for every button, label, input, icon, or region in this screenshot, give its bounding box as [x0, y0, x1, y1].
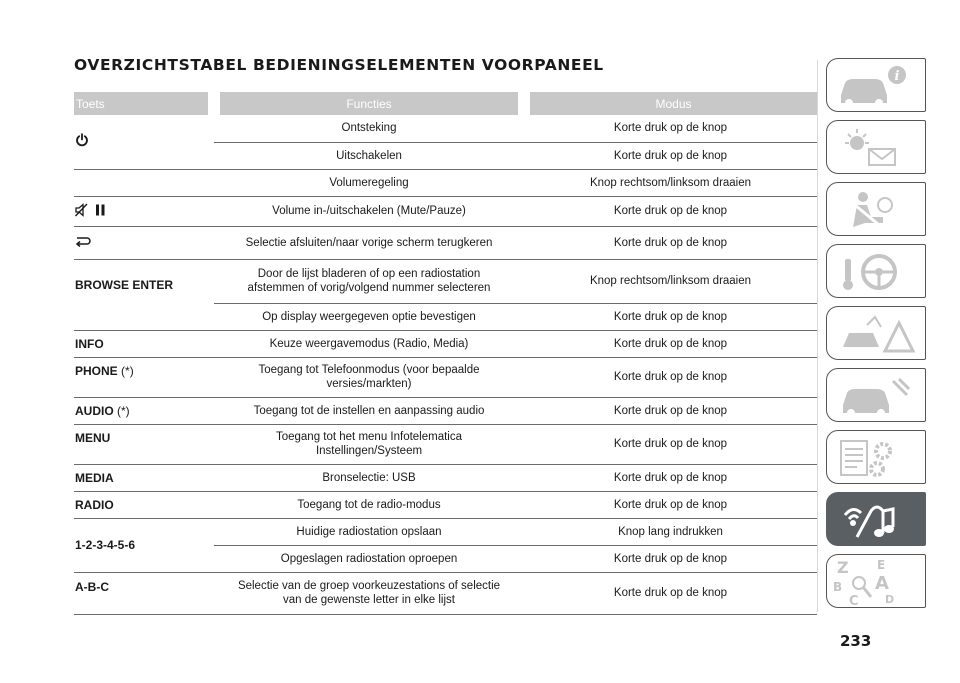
function-line-2: afstemmen of vorig/volgend nummer selecteren — [247, 282, 491, 294]
function-cell: Toegang tot de radio-modus — [214, 491, 524, 518]
table-row — [74, 424, 817, 464]
function-line-1: Toegang tot het menu Infotelematica — [275, 431, 463, 443]
key-back — [74, 226, 214, 259]
function-line-1: Door de lijst bladeren of op een radiostation — [257, 268, 481, 280]
table-row — [74, 464, 817, 491]
specs-gear-icon — [827, 431, 927, 485]
key-label: MENU — [75, 431, 111, 445]
function-cell: Volumeregeling — [214, 169, 524, 196]
controls-table-wrap — [74, 92, 817, 615]
svg-text:i: i — [894, 69, 900, 84]
multimedia-icon — [827, 493, 927, 547]
index-letter: E — [877, 558, 886, 572]
key-abc — [74, 572, 214, 614]
table-row — [74, 259, 817, 303]
mode-cell: Korte druk op de knop — [524, 115, 817, 142]
table-row — [74, 330, 817, 357]
chapter-tab-warning-lights[interactable] — [826, 120, 926, 174]
key-menu — [74, 424, 214, 464]
index-letter: A — [875, 573, 889, 594]
chapter-tab-safety[interactable] — [826, 182, 926, 236]
function-cell: Keuze weergavemodus (Radio, Media) — [214, 330, 524, 357]
function-cell — [214, 357, 524, 397]
mode-cell: Korte druk op de knop — [524, 303, 817, 330]
power-icon — [75, 133, 89, 150]
car-info-icon — [827, 59, 927, 113]
key-phone — [74, 357, 214, 397]
function-cell: Op display weergegeven optie bevestigen — [214, 303, 524, 330]
key-info: INFO — [74, 330, 214, 357]
function-cell: Uitschakelen — [214, 142, 524, 169]
key-browse-enter — [74, 259, 214, 330]
function-line-1: Toegang tot Telefoonmodus (voor bepaalde — [258, 364, 480, 376]
chapter-sidebar — [826, 58, 928, 616]
key-power — [74, 115, 214, 169]
key-radio: RADIO — [74, 491, 214, 518]
warning-triangle-icon — [827, 307, 927, 361]
key-label: AUDIO — [75, 403, 114, 418]
function-line-1: Selectie van de groep voorkeuzestations of selectie — [237, 580, 501, 592]
key-label: PHONE — [75, 364, 118, 378]
chapter-tab-starting-driving[interactable] — [826, 244, 926, 298]
mode-cell: Knop lang indrukken — [524, 518, 817, 545]
seat-airbag-icon — [827, 183, 927, 237]
page-title: OVERZICHTSTABEL BEDIENINGSELEMENTEN VOORPANEEL — [74, 56, 604, 74]
mode-cell: Korte druk op de knop — [524, 545, 817, 572]
table-row — [74, 115, 817, 142]
mode-cell: Korte druk op de knop — [524, 572, 817, 614]
chapter-tab-emergency[interactable] — [826, 306, 926, 360]
key-label: A-B-C — [75, 580, 109, 594]
warning-lights-icon — [827, 121, 927, 175]
mode-cell: Korte druk op de knop — [524, 196, 817, 226]
footnote-marker: (*) — [117, 403, 130, 418]
steering-key-icon — [827, 245, 927, 299]
table-row — [74, 357, 817, 397]
function-cell: Huidige radiostation opslaan — [214, 518, 524, 545]
header-functions: Functies — [214, 92, 524, 115]
mute-pause-icon — [75, 203, 107, 220]
page-number: 233 — [840, 632, 872, 650]
mode-cell: Korte druk op de knop — [524, 142, 817, 169]
chapter-tab-technical-data[interactable] — [826, 430, 926, 484]
header-mode: Modus — [524, 92, 817, 115]
index-letter: B — [833, 580, 843, 594]
key-media: MEDIA — [74, 464, 214, 491]
chapter-tab-car-info[interactable] — [826, 58, 926, 112]
mode-cell: Korte druk op de knop — [524, 424, 817, 464]
back-arrow-icon — [75, 235, 91, 250]
function-cell: Selectie afsluiten/naar vorige scherm terugkeren — [214, 226, 524, 259]
chapter-tab-index[interactable] — [826, 554, 926, 608]
function-cell — [214, 424, 524, 464]
chapter-tab-multimedia[interactable] — [826, 492, 926, 546]
function-cell: Ontsteking — [214, 115, 524, 142]
mode-cell: Korte druk op de knop — [524, 397, 817, 424]
index-letters-icon — [827, 555, 927, 609]
footnote-marker: (*) — [121, 364, 134, 378]
index-letter: Z — [837, 558, 849, 577]
function-cell: Volume in-/uitschakelen (Mute/Pauze) — [214, 196, 524, 226]
function-line-2: van de gewenste letter in elke lijst — [283, 594, 455, 606]
key-label: BROWSE ENTER — [75, 277, 174, 292]
table-header-row — [74, 92, 817, 115]
key-presets: 1-2-3-4-5-6 — [74, 518, 214, 572]
table-row — [74, 491, 817, 518]
key-mute-pause — [74, 196, 214, 226]
function-line-2: versies/markten) — [326, 378, 412, 390]
table-row — [74, 572, 817, 614]
mode-cell: Korte druk op de knop — [524, 226, 817, 259]
table-row — [74, 169, 817, 196]
key-audio — [74, 397, 214, 424]
car-service-icon — [827, 369, 927, 423]
function-line-2: Instellingen/Systeem — [315, 445, 423, 457]
function-cell — [214, 572, 524, 614]
table-row — [74, 226, 817, 259]
table-row — [74, 397, 817, 424]
header-keys: Toets — [74, 92, 214, 115]
chapter-tab-maintenance[interactable] — [826, 368, 926, 422]
table-row — [74, 518, 817, 545]
table-row — [74, 196, 817, 226]
mode-cell: Knop rechtsom/linksom draaien — [524, 169, 817, 196]
key-empty — [74, 169, 214, 196]
index-letter: C — [849, 594, 859, 609]
mode-cell: Korte druk op de knop — [524, 464, 817, 491]
function-cell: Opgeslagen radiostation oproepen — [214, 545, 524, 572]
mode-cell: Korte druk op de knop — [524, 491, 817, 518]
sidebar-divider — [817, 60, 818, 612]
controls-table — [74, 92, 817, 615]
mode-cell: Korte druk op de knop — [524, 357, 817, 397]
function-cell: Toegang tot de instellen en aanpassing audio — [214, 397, 524, 424]
function-cell — [214, 259, 524, 303]
function-cell: Bronselectie: USB — [214, 464, 524, 491]
index-letter: D — [885, 593, 895, 606]
mode-cell: Knop rechtsom/linksom draaien — [524, 259, 817, 303]
mode-cell: Korte druk op de knop — [524, 330, 817, 357]
